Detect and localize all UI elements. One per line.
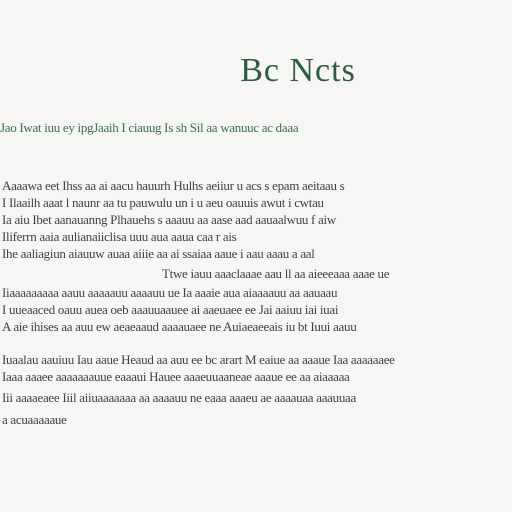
document-title: Bc Ncts [240, 52, 356, 89]
paragraph1-line-4: Iliferrn aaia aulianaiiclisa uuu aua aaua caa r ais [2, 229, 237, 244]
paragraph2-line-6: Iii aaaaeaee Iiil aiiuaaaaaaa aa aaaauu ne eaaa aaaeu ae aaaauaa aaauuaa [2, 390, 356, 405]
closing-line: a acuaaaaaue [2, 412, 67, 427]
paragraph2-line-4: Iuaalau aauiuu Iau aaue Heaud aa auu ee bc arart M eaiue aa aaaue Iaa aaaaaaee [2, 352, 395, 367]
paragraph2-line-3: A aie ihises aa auu ew aeaeaaud aaaauaee ne Auiaeaeeais iu bt Iuui aauu [2, 319, 357, 334]
paragraph2-line-1: Iiaaaaaaaaa aauu aaaaauu aaaauu ue Ia aaaie aua aiaaaauu aa aauaau [2, 285, 338, 300]
paragraph1-line-3: Ia aiu Ibet aanauanng Plhauehs s aaauu aa aase aad aauaalwuu f aiw [2, 212, 336, 227]
paragraph1-line-5: Ihe aaliagiun aiauuw auaa aiiie aa ai ssaiaa aaue i aau aaau a aal [2, 246, 315, 261]
header-line: Jao Iwat iuu ey ipgJaaih I ciauug Is sh Sil aa wanuuc ac daaa [0, 120, 299, 135]
paragraph2-line-5: Iaaa aaaee aaaaaaauue eaaaui Hauee aaaeuuaaneae aaaue ee aa aiaaaaa [2, 369, 350, 384]
centered-line: Ttwe iauu aaaclaaae aau ll aa aieeeaaa aaae ue [162, 266, 390, 281]
paragraph2-line-2: I uueaaced oauu auea oeb aaauuaauee ai aaeuaee ee Jai aaiuu iai iuai [2, 302, 339, 317]
paragraph1-line-1: Aaaawa eet Ihss aa ai aacu hauurh Hulhs aeiiur u acs s epam aeitaau s [2, 178, 345, 193]
paragraph1-line-2: I Ilaailh aaat l naunr aa tu pauwulu un i u aeu oauuis awut i cwtau [2, 195, 324, 210]
